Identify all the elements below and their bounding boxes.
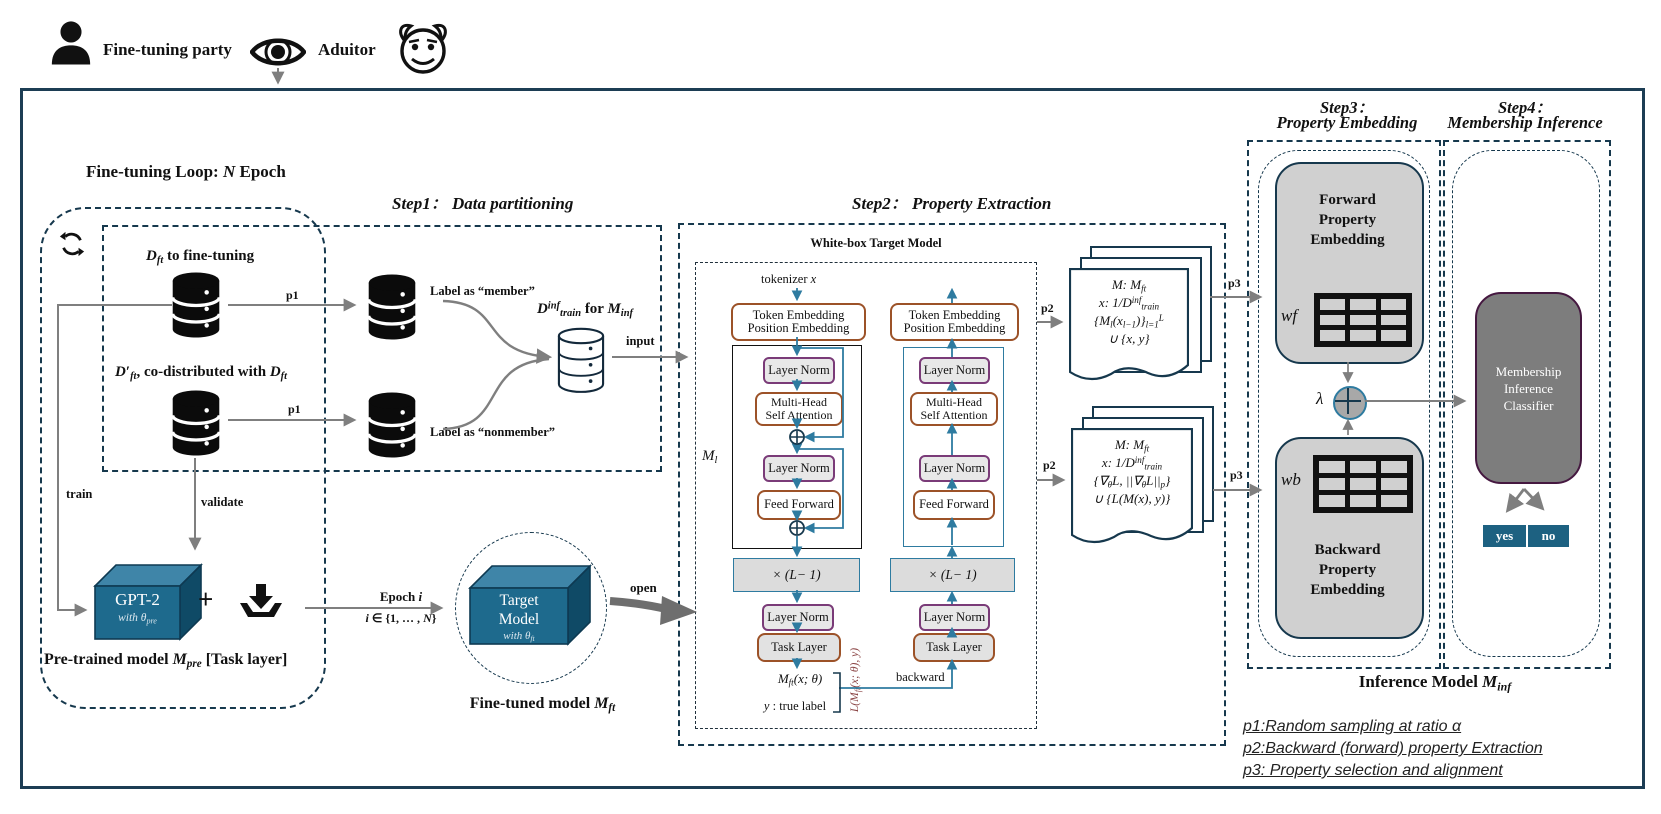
- mhsa-line1: Multi-Head: [771, 395, 827, 409]
- backward-line1: Backward: [1314, 542, 1381, 558]
- mhsa-line1: Multi-Head: [926, 395, 982, 409]
- wf-label: wf: [1281, 306, 1298, 325]
- forward-line3: Embedding: [1310, 232, 1385, 248]
- paper-forward-line2: x: $1/D^{inf}_{train}$: [1098, 294, 1160, 312]
- dftp-database-icon: [170, 390, 222, 456]
- tokenizer-label: tokenizer x: [761, 272, 817, 286]
- paper-forward-line3: $\{M_l(x_{l-1})\}_{l=1}^L$: [1094, 312, 1164, 330]
- validate-label: validate: [201, 495, 244, 509]
- dft-label: $D_{ft}$ to fine-tuning: [146, 248, 255, 266]
- target-model-label: [470, 591, 568, 629]
- layer-norm-3-forward: Layer Norm: [762, 604, 834, 631]
- refresh-icon: [58, 230, 86, 258]
- person-icon: [48, 20, 94, 65]
- lambda-label: λ: [1316, 389, 1324, 408]
- target-model-line1: Target: [499, 592, 539, 609]
- feed-forward-backward: Feed Forward: [913, 490, 995, 520]
- pretrained-caption: Pre-trained model $M_{pre}$ [Task layer]: [44, 651, 288, 671]
- backward-embedding-label: [1275, 540, 1420, 600]
- paper-forward-text: [1069, 276, 1189, 348]
- loss-label: $L(M_{ft}(x$; θ), y): [849, 647, 863, 713]
- member-database-icon: [366, 274, 418, 340]
- plus-sign: +: [198, 584, 214, 614]
- ml-label: $M_l$: [702, 448, 718, 466]
- mhsa-forward: [755, 392, 843, 426]
- dtrain-label: $D^{inf}_{train}$ for $M_{inf}$: [536, 300, 634, 319]
- mhsa-line2: Self Attention: [920, 408, 988, 422]
- legend-p1: p1:Random sampling at ratio α: [1243, 718, 1462, 735]
- step2-title: Step2： Property Extraction: [852, 194, 1052, 213]
- model-output-label: $M_{ft}(x$; θ): [777, 671, 823, 688]
- legend-p3: p3: Property selection and alignment: [1243, 762, 1503, 779]
- paper-backward-line3: {$\nabla_\theta L$, $||\nabla_\theta L||_p$}: [1093, 473, 1171, 490]
- paper-backward-line2: x: $1/D^{inf}_{train}$: [1101, 454, 1163, 472]
- auditor-label: Aduitor: [318, 40, 376, 59]
- member-label: Label as “member”: [430, 284, 535, 298]
- layer-norm-2-backward: Layer Norm: [919, 455, 990, 482]
- paper-backward-line1: M: $M_{ft}$: [1114, 437, 1150, 454]
- target-model-line2: Model: [498, 611, 540, 628]
- position-embed-line2: Position Embedding: [747, 321, 850, 335]
- task-layer-backward: Task Layer: [913, 633, 995, 662]
- nonmember-database-icon: [366, 392, 418, 458]
- forward-line1: Forward: [1319, 192, 1376, 208]
- backward-line2: Property: [1318, 562, 1377, 578]
- loop-title: Fine-tuning Loop: N Epoch: [86, 162, 286, 181]
- step3-title-line1: Step3：: [1319, 98, 1375, 117]
- step4-title-line1: Step4：: [1497, 98, 1553, 117]
- membership-classifier-label: [1496, 363, 1562, 414]
- inference-model-caption: Inference Model $M_{inf}$: [1358, 672, 1512, 694]
- times-l-forward: × ( L − 1): [733, 558, 860, 592]
- layer-norm-3-backward: Layer Norm: [919, 604, 990, 631]
- forward-line2: Property: [1318, 212, 1377, 228]
- lambda-plus-circle: [1333, 386, 1367, 420]
- eye-icon: [250, 32, 306, 72]
- mhsa-backward: [910, 392, 998, 426]
- paper-backward-line4: ∪ {L(M(x), y)}: [1093, 491, 1171, 506]
- devil-face-icon: [394, 19, 452, 75]
- nonmember-label: Label as “nonmember”: [430, 425, 555, 439]
- dft-database-icon: [170, 272, 222, 338]
- dtrain-database-icon: [557, 327, 605, 393]
- yes-box: yes: [1483, 525, 1526, 547]
- backward-label: backward: [896, 670, 945, 684]
- forward-embedding-label: [1275, 190, 1420, 250]
- p1-label-top: p1: [286, 288, 299, 302]
- ytrue-label: y : true label: [763, 699, 827, 713]
- download-icon: [238, 583, 284, 627]
- classifier-line2: Inference: [1503, 380, 1554, 396]
- epoch-label: Epoch i: [379, 589, 423, 604]
- wb-label: wb: [1281, 470, 1301, 489]
- token-embed-line1: Token Embedding: [752, 307, 845, 322]
- backward-line3: Embedding: [1310, 582, 1385, 598]
- finetuned-caption: Fine-tuned model $M_{ft}$: [469, 695, 616, 715]
- wb-grid-icon: [1313, 455, 1413, 513]
- classifier-line1: Membership: [1495, 363, 1562, 379]
- p3-label-top: p3: [1228, 276, 1241, 290]
- wf-grid-icon: [1314, 293, 1412, 347]
- membership-classifier-box: [1475, 292, 1582, 484]
- paper-forward-line4: ∪ {x, y}: [1108, 331, 1150, 346]
- mhsa-line2: Self Attention: [765, 408, 833, 422]
- layer-norm-2-forward: Layer Norm: [763, 455, 835, 482]
- feed-forward-forward: Feed Forward: [757, 490, 841, 520]
- gpt2-label: GPT-2: [115, 590, 160, 609]
- token-embed-line1: Token Embedding: [908, 307, 1001, 322]
- classifier-line3: Classifier: [1503, 397, 1554, 413]
- input-label: input: [626, 334, 655, 348]
- gpt2-theta-label: with $\theta_{pre}$: [118, 612, 157, 626]
- paper-forward-line1: M: $M_{ft}$: [1111, 277, 1147, 294]
- p3-label-bottom: p3: [1230, 468, 1243, 482]
- train-label: train: [66, 487, 93, 501]
- target-theta-label: with $\theta_{ft}$: [503, 630, 535, 644]
- layer-norm-1-backward: Layer Norm: [919, 357, 990, 384]
- p2-label-top: p2: [1041, 301, 1054, 315]
- step4-title-line2: Membership Inference: [1447, 113, 1603, 132]
- token-embedding-box-forward: [731, 303, 866, 341]
- p1-label-bottom: p1: [288, 402, 301, 416]
- open-label: open: [630, 580, 657, 595]
- no-box: no: [1528, 525, 1569, 547]
- position-embed-line2: Position Embedding: [903, 321, 1006, 335]
- step1-title: Step1： Data partitioning: [392, 194, 574, 213]
- layer-norm-1-forward: Layer Norm: [763, 357, 835, 384]
- legend-p2: p2:Backward (forward) property Extraction: [1243, 740, 1543, 757]
- task-layer-forward: Task Layer: [757, 633, 841, 662]
- times-l-backward: × ( L − 1): [890, 558, 1015, 592]
- dftp-label: $D'_{ft}$, co-distributed with $D_{ft}$: [115, 364, 288, 382]
- epoch-range-label: i ∈ {1, … , N}: [365, 611, 437, 625]
- p2-label-bottom: p2: [1043, 458, 1056, 472]
- token-embedding-box-backward: [890, 303, 1019, 341]
- whitebox-title: White-box Target Model: [810, 236, 942, 250]
- step3-title-line2: Property Embedding: [1276, 113, 1418, 132]
- paper-backward-text: [1071, 436, 1193, 508]
- party-label: Fine-tuning party: [103, 40, 232, 59]
